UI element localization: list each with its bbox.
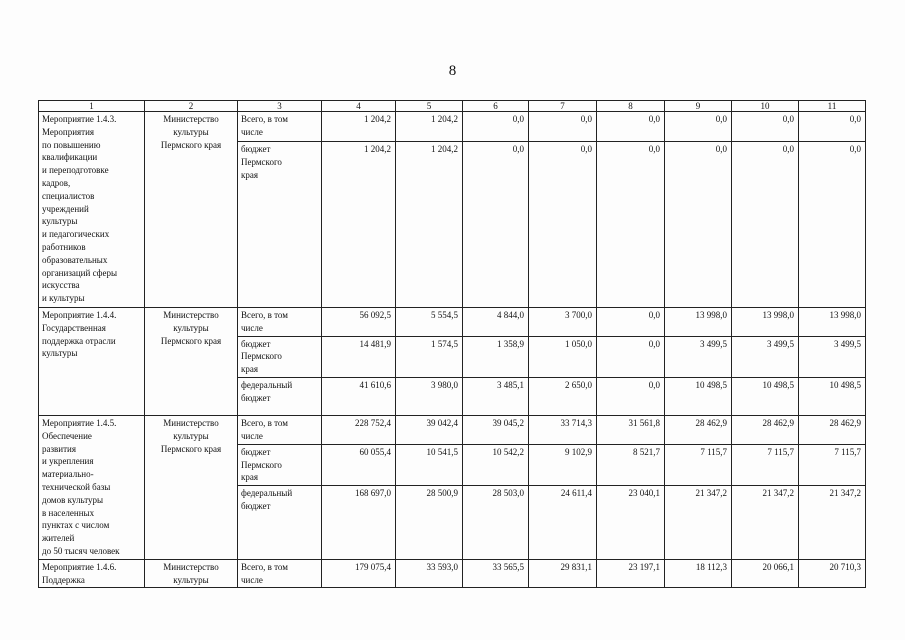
col-header: 8 bbox=[597, 101, 665, 112]
responsible-ministry: Министерство культуры Пермского края bbox=[145, 415, 238, 559]
amount-cell: 0,0 bbox=[463, 142, 529, 308]
col-header: 1 bbox=[39, 101, 145, 112]
activity-name: Мероприятие 1.4.3. Мероприятия по повышению квалификации и переподготовке кадров, специалистов учреждений культуры и педагогических работников образовательных организаций сферы искусства и культуры bbox=[39, 112, 145, 308]
amount-cell: 20 710,3 bbox=[799, 559, 866, 588]
funding-source: бюджет Пермского края bbox=[238, 336, 322, 377]
amount-cell: 28 503,0 bbox=[463, 486, 529, 559]
amount-cell: 0,0 bbox=[463, 112, 529, 142]
amount-cell: 3 700,0 bbox=[529, 308, 597, 337]
amount-cell: 1 050,0 bbox=[529, 336, 597, 377]
amount-cell: 20 066,1 bbox=[732, 559, 799, 588]
table-row bbox=[39, 415, 866, 444]
amount-cell: 168 697,0 bbox=[322, 486, 396, 559]
amount-cell: 7 115,7 bbox=[799, 444, 866, 486]
col-header: 10 bbox=[732, 101, 799, 112]
amount-cell: 0,0 bbox=[597, 142, 665, 308]
activity-name: Мероприятие 1.4.6. Поддержка bbox=[39, 559, 145, 588]
amount-cell: 21 347,2 bbox=[799, 486, 866, 559]
amount-cell: 7 115,7 bbox=[665, 444, 732, 486]
amount-cell: 1 574,5 bbox=[396, 336, 463, 377]
amount-cell: 24 611,4 bbox=[529, 486, 597, 559]
table-row bbox=[39, 112, 866, 142]
amount-cell: 31 561,8 bbox=[597, 415, 665, 444]
responsible-ministry: Министерство культуры Пермского края bbox=[145, 308, 238, 416]
funding-source: бюджет Пермского края bbox=[238, 444, 322, 486]
amount-cell: 23 197,1 bbox=[597, 559, 665, 588]
amount-cell: 0,0 bbox=[597, 336, 665, 377]
amount-cell: 3 980,0 bbox=[396, 377, 463, 415]
amount-cell: 28 462,9 bbox=[799, 415, 866, 444]
budget-table bbox=[38, 100, 866, 588]
col-header: 11 bbox=[799, 101, 866, 112]
col-header: 3 bbox=[238, 101, 322, 112]
table-row bbox=[39, 559, 866, 588]
amount-cell: 0,0 bbox=[732, 142, 799, 308]
amount-cell: 0,0 bbox=[529, 112, 597, 142]
amount-cell: 39 042,4 bbox=[396, 415, 463, 444]
amount-cell: 28 462,9 bbox=[665, 415, 732, 444]
table-row bbox=[39, 308, 866, 337]
amount-cell: 228 752,4 bbox=[322, 415, 396, 444]
amount-cell: 18 112,3 bbox=[665, 559, 732, 588]
amount-cell: 1 204,2 bbox=[396, 142, 463, 308]
amount-cell: 23 040,1 bbox=[597, 486, 665, 559]
amount-cell: 7 115,7 bbox=[732, 444, 799, 486]
amount-cell: 39 045,2 bbox=[463, 415, 529, 444]
amount-cell: 10 498,5 bbox=[732, 377, 799, 415]
amount-cell: 3 485,1 bbox=[463, 377, 529, 415]
col-header: 7 bbox=[529, 101, 597, 112]
funding-source: Всего, в том числе bbox=[238, 308, 322, 337]
amount-cell: 9 102,9 bbox=[529, 444, 597, 486]
amount-cell: 29 831,1 bbox=[529, 559, 597, 588]
funding-source: федеральный бюджет bbox=[238, 377, 322, 415]
amount-cell: 28 500,9 bbox=[396, 486, 463, 559]
amount-cell: 56 092,5 bbox=[322, 308, 396, 337]
funding-source: Всего, в том числе bbox=[238, 415, 322, 444]
amount-cell: 21 347,2 bbox=[732, 486, 799, 559]
amount-cell: 33 565,5 bbox=[463, 559, 529, 588]
funding-source: федеральный бюджет bbox=[238, 486, 322, 559]
amount-cell: 21 347,2 bbox=[665, 486, 732, 559]
funding-source: Всего, в том числе bbox=[238, 112, 322, 142]
responsible-ministry: Министерство культуры bbox=[145, 559, 238, 588]
header-row bbox=[39, 101, 866, 112]
amount-cell: 33 593,0 bbox=[396, 559, 463, 588]
col-header: 5 bbox=[396, 101, 463, 112]
amount-cell: 3 499,5 bbox=[732, 336, 799, 377]
col-header: 2 bbox=[145, 101, 238, 112]
responsible-ministry: Министерство культуры Пермского края bbox=[145, 112, 238, 308]
amount-cell: 5 554,5 bbox=[396, 308, 463, 337]
col-header: 4 bbox=[322, 101, 396, 112]
amount-cell: 13 998,0 bbox=[799, 308, 866, 337]
amount-cell: 8 521,7 bbox=[597, 444, 665, 486]
amount-cell: 0,0 bbox=[597, 377, 665, 415]
amount-cell: 0,0 bbox=[732, 112, 799, 142]
col-header: 9 bbox=[665, 101, 732, 112]
amount-cell: 10 542,2 bbox=[463, 444, 529, 486]
amount-cell: 10 541,5 bbox=[396, 444, 463, 486]
amount-cell: 3 499,5 bbox=[799, 336, 866, 377]
page-number: 8 bbox=[448, 63, 457, 79]
amount-cell: 179 075,4 bbox=[322, 559, 396, 588]
amount-cell: 1 204,2 bbox=[396, 112, 463, 142]
amount-cell: 0,0 bbox=[597, 112, 665, 142]
amount-cell: 28 462,9 bbox=[732, 415, 799, 444]
amount-cell: 1 204,2 bbox=[322, 112, 396, 142]
amount-cell: 60 055,4 bbox=[322, 444, 396, 486]
amount-cell: 0,0 bbox=[597, 308, 665, 337]
amount-cell: 14 481,9 bbox=[322, 336, 396, 377]
amount-cell: 4 844,0 bbox=[463, 308, 529, 337]
amount-cell: 0,0 bbox=[799, 112, 866, 142]
funding-source: бюджет Пермского края bbox=[238, 142, 322, 308]
amount-cell: 0,0 bbox=[665, 142, 732, 308]
amount-cell: 0,0 bbox=[799, 142, 866, 308]
amount-cell: 33 714,3 bbox=[529, 415, 597, 444]
amount-cell: 13 998,0 bbox=[732, 308, 799, 337]
amount-cell: 2 650,0 bbox=[529, 377, 597, 415]
amount-cell: 10 498,5 bbox=[665, 377, 732, 415]
amount-cell: 0,0 bbox=[665, 112, 732, 142]
amount-cell: 1 358,9 bbox=[463, 336, 529, 377]
amount-cell: 3 499,5 bbox=[665, 336, 732, 377]
activity-name: Мероприятие 1.4.4. Государственная поддержка отрасли культуры bbox=[39, 308, 145, 416]
amount-cell: 10 498,5 bbox=[799, 377, 866, 415]
activity-name: Мероприятие 1.4.5. Обеспечение развития и укрепления материально- технической базы домов культуры в населенных пунктах с числом жителей до 50 тысяч человек bbox=[39, 415, 145, 559]
amount-cell: 1 204,2 bbox=[322, 142, 396, 308]
funding-source: Всего, в том числе bbox=[238, 559, 322, 588]
amount-cell: 41 610,6 bbox=[322, 377, 396, 415]
col-header: 6 bbox=[463, 101, 529, 112]
amount-cell: 13 998,0 bbox=[665, 308, 732, 337]
amount-cell: 0,0 bbox=[529, 142, 597, 308]
